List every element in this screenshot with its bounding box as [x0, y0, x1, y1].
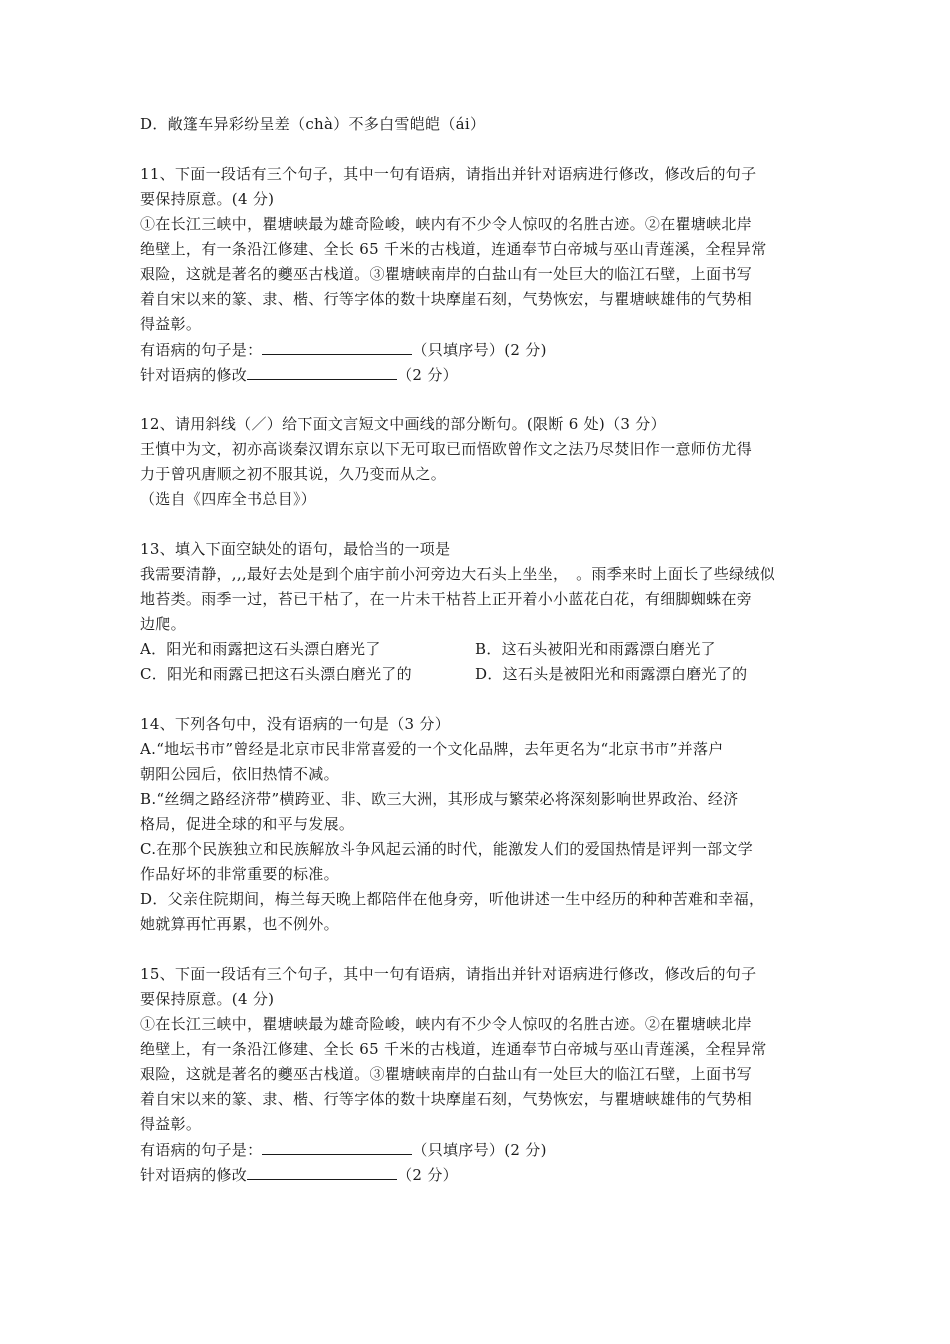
q14-option-c: C.在那个民族独立和民族解放斗争风起云涌的时代，能激发人们的爱国热情是评判一部文学 — [140, 840, 754, 858]
question-11 — [140, 162, 815, 387]
q11-line: ①在长江三峡中，瞿塘峡最为雄奇险峻，峡内有不少令人惊叹的名胜古迹。②在瞿塘峡北岸 — [140, 215, 753, 233]
q13-option-a[interactable]: A．阳光和雨露把这石头漂白磨光了 — [140, 640, 381, 658]
q13-options-row — [140, 662, 815, 687]
q14-option-a-cont: 朝阳公园后，依旧热情不减。 — [140, 765, 339, 783]
q11-line: 要保持原意。(4 分) — [140, 190, 275, 208]
q13-line: 我需要清静，,,,最好去处是到个庙宇前小河旁边大石头上坐坐， 。雨季来时上面长了些绿绒似 — [140, 565, 776, 583]
answer-label: 有语病的句子是： — [140, 1141, 263, 1159]
question-14 — [140, 712, 815, 937]
q11-line: 艰险，这就是著名的夔巫古栈道。③瞿塘峡南岸的白盐山有一处巨大的临江石壁，上面书写 — [140, 265, 753, 283]
q15-answer-fix-row — [140, 1162, 815, 1187]
q13-option-d[interactable]: D．这石头是被阳光和雨露漂白磨光了的 — [475, 665, 748, 683]
q14-option-d-cont: 她就算再忙再累，也不例外。 — [140, 915, 339, 933]
answer-blank[interactable] — [262, 337, 412, 355]
q12-line: 力于曾巩唐顺之初不服其说，久乃变而从之。 — [140, 465, 447, 483]
q14-option-b-cont: 格局，促进全球的和平与发展。 — [140, 815, 355, 833]
answer-blank[interactable] — [247, 362, 397, 380]
q11-line: 得益彰。 — [140, 315, 202, 333]
q15-line: 得益彰。 — [140, 1115, 202, 1133]
q11-line: 11、下面一段话有三个句子，其中一句有语病，请指出并针对语病进行修改，修改后的句子 — [140, 165, 757, 183]
answer-blank[interactable] — [247, 1162, 397, 1180]
q11-line: 绝壁上，有一条沿江修建、全长 65 千米的古栈道，连通奉节白帝城与巫山青莲溪，全程异常 — [140, 240, 767, 258]
q11-line: 着自宋以来的篆、隶、楷、行等字体的数十块摩崖石刻，气势恢宏，与瞿塘峡雄伟的气势相 — [140, 290, 753, 308]
q12-source: （选自《四库全书总目》） — [140, 490, 317, 508]
q15-line: 要保持原意。(4 分) — [140, 990, 275, 1008]
q14-option-b: B.“丝绸之路经济带”横跨亚、非、欧三大洲，其形成与繁荣必将深刻影响世界政治、经济 — [140, 790, 739, 808]
answer-hint: （只填序号）(2 分) — [412, 1141, 547, 1159]
q14-option-d: D．父亲住院期间，梅兰每天晚上都陪伴在他身旁，听他讲述一生中经历的种种苦难和幸福， — [140, 890, 765, 908]
question-12 — [140, 412, 815, 512]
q12-line: 12、请用斜线（／）给下面文言短文中画线的部分断句。(限断 6 处)（3 分） — [140, 415, 666, 433]
question-13 — [140, 537, 815, 687]
q13-option-b[interactable]: B．这石头被阳光和雨露漂白磨光了 — [475, 640, 716, 658]
q11-answer-sentence-row — [140, 337, 815, 362]
q13-line: 地苔类。雨季一过，苔已干枯了，在一片未干枯苔上正开着小小蓝花白花，有细脚蜘蛛在旁 — [140, 590, 753, 608]
q15-line: 15、下面一段话有三个句子，其中一句有语病，请指出并针对语病进行修改，修改后的句子 — [140, 965, 757, 983]
q15-line: 绝壁上，有一条沿江修建、全长 65 千米的古栈道，连通奉节白帝城与巫山青莲溪，全程异常 — [140, 1040, 767, 1058]
answer-hint: （2 分） — [397, 1166, 458, 1184]
q14-option-a: A.“地坛书市”曾经是北京市民非常喜爱的一个文化品牌，去年更名为“北京书市”并落户 — [140, 740, 724, 758]
q10-option-d: D．敞篷车异彩纷呈差（chà）不多白雪皑皑（ái） — [140, 115, 486, 133]
answer-hint: （2 分） — [397, 366, 458, 384]
answer-hint: （只填序号）(2 分) — [412, 341, 547, 359]
q14-option-c-cont: 作品好坏的非常重要的标准。 — [140, 865, 339, 883]
q13-line: 边爬。 — [140, 615, 186, 633]
answer-label: 有语病的句子是： — [140, 341, 263, 359]
q15-line: ①在长江三峡中，瞿塘峡最为雄奇险峻，峡内有不少令人惊叹的名胜古迹。②在瞿塘峡北岸 — [140, 1015, 753, 1033]
q13-line: 13、填入下面空缺处的语句，最恰当的一项是 — [140, 540, 451, 558]
q13-option-c[interactable]: C．阳光和雨露已把这石头漂白磨光了的 — [140, 665, 412, 683]
q12-line: 王慎中为文，初亦高谈秦汉谓东京以下无可取已而悟欧曾作文之法乃尽焚旧作一意师仿尤得 — [140, 440, 753, 458]
q14-line: 14、下列各句中，没有语病的一句是（3 分） — [140, 715, 451, 733]
answer-label: 针对语病的修改 — [140, 1166, 248, 1184]
answer-label: 针对语病的修改 — [140, 366, 248, 384]
question-15 — [140, 962, 815, 1187]
q15-answer-sentence-row — [140, 1137, 815, 1162]
q15-line: 着自宋以来的篆、隶、楷、行等字体的数十块摩崖石刻，气势恢宏，与瞿塘峡雄伟的气势相 — [140, 1090, 753, 1108]
q11-answer-fix-row — [140, 362, 815, 387]
answer-blank[interactable] — [262, 1137, 412, 1155]
q13-options-row — [140, 637, 815, 662]
exam-page — [140, 112, 815, 1187]
q15-line: 艰险，这就是著名的夔巫古栈道。③瞿塘峡南岸的白盐山有一处巨大的临江石壁，上面书写 — [140, 1065, 753, 1083]
